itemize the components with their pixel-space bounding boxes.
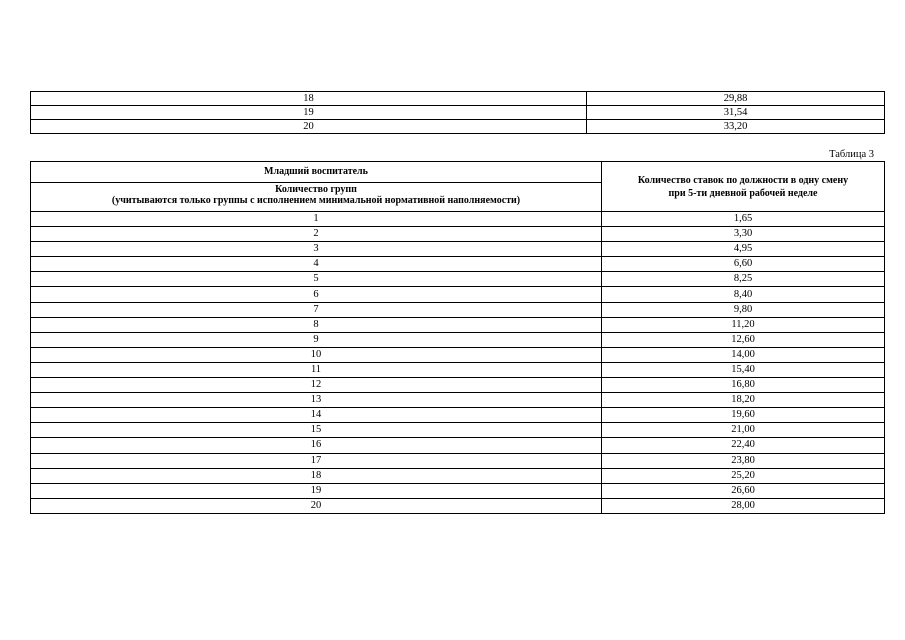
table-row — [31, 393, 885, 408]
rate-cell: 29,88 — [587, 92, 885, 106]
table-row — [31, 92, 885, 106]
rate-cell: 6,60 — [602, 257, 885, 272]
table-row — [31, 272, 885, 287]
groups-header-line1: Количество групп — [275, 184, 357, 195]
group-count-cell: 3 — [31, 242, 602, 257]
group-count-cell: 19 — [31, 106, 587, 120]
group-count-cell: 14 — [31, 408, 602, 423]
table-row — [31, 453, 885, 468]
table-row — [31, 332, 885, 347]
group-count-cell: 20 — [31, 498, 602, 513]
rate-cell: 8,40 — [602, 287, 885, 302]
group-count-cell: 15 — [31, 423, 602, 438]
rate-cell: 21,00 — [602, 423, 885, 438]
rate-cell: 25,20 — [602, 468, 885, 483]
rate-cell: 19,60 — [602, 408, 885, 423]
table-row — [31, 302, 885, 317]
table-row — [31, 438, 885, 453]
group-count-cell: 1 — [31, 212, 602, 227]
group-count-cell: 20 — [31, 120, 587, 134]
table-row — [31, 378, 885, 393]
rate-cell: 14,00 — [602, 347, 885, 362]
group-count-cell: 10 — [31, 347, 602, 362]
staff-rate-table — [30, 161, 885, 514]
group-count-cell: 18 — [31, 92, 587, 106]
staff-rate-table-body — [31, 212, 885, 514]
rate-header-line1: Количество ставок по должности в одну смену — [637, 174, 849, 186]
rate-header — [602, 162, 885, 212]
group-count-cell: 7 — [31, 302, 602, 317]
table-row — [31, 106, 885, 120]
rate-cell: 18,20 — [602, 393, 885, 408]
group-count-cell: 18 — [31, 468, 602, 483]
table-row — [31, 287, 885, 302]
staff-rate-table-header — [31, 162, 885, 212]
group-count-cell: 11 — [31, 362, 602, 377]
table-row — [31, 257, 885, 272]
table-row — [31, 227, 885, 242]
rate-cell: 9,80 — [602, 302, 885, 317]
table-row — [31, 423, 885, 438]
position-header: Младший воспитатель — [31, 162, 602, 183]
group-count-cell: 12 — [31, 378, 602, 393]
table-row — [31, 120, 885, 134]
table-caption: Таблица 3 — [829, 149, 874, 160]
groups-header-line2: (учитываются только группы с исполнением минимальной нормативной наполняемости) — [111, 195, 521, 206]
table-row — [31, 317, 885, 332]
continuation-table — [30, 91, 885, 134]
group-count-cell: 17 — [31, 453, 602, 468]
rate-cell: 8,25 — [602, 272, 885, 287]
group-count-cell: 6 — [31, 287, 602, 302]
group-count-cell: 2 — [31, 227, 602, 242]
rate-cell: 26,60 — [602, 483, 885, 498]
rate-cell: 3,30 — [602, 227, 885, 242]
table-row — [31, 242, 885, 257]
table-row — [31, 212, 885, 227]
rate-cell: 4,95 — [602, 242, 885, 257]
table-row — [31, 468, 885, 483]
rate-cell: 22,40 — [602, 438, 885, 453]
table-row — [31, 483, 885, 498]
group-count-cell: 13 — [31, 393, 602, 408]
table-row — [31, 362, 885, 377]
group-count-cell: 8 — [31, 317, 602, 332]
group-count-cell: 9 — [31, 332, 602, 347]
table-row — [31, 498, 885, 513]
rate-cell: 28,00 — [602, 498, 885, 513]
rate-cell: 33,20 — [587, 120, 885, 134]
table-row — [31, 347, 885, 362]
rate-cell: 1,65 — [602, 212, 885, 227]
rate-cell: 12,60 — [602, 332, 885, 347]
continuation-table-body — [31, 92, 885, 134]
rate-header-line2: при 5-ти дневной рабочей неделе — [668, 187, 818, 199]
rate-cell: 11,20 — [602, 317, 885, 332]
table-row — [31, 408, 885, 423]
group-count-cell: 16 — [31, 438, 602, 453]
rate-cell: 16,80 — [602, 378, 885, 393]
group-count-cell: 4 — [31, 257, 602, 272]
group-count-cell: 5 — [31, 272, 602, 287]
rate-cell: 31,54 — [587, 106, 885, 120]
groups-header — [31, 183, 602, 212]
group-count-cell: 19 — [31, 483, 602, 498]
rate-cell: 15,40 — [602, 362, 885, 377]
rate-cell: 23,80 — [602, 453, 885, 468]
